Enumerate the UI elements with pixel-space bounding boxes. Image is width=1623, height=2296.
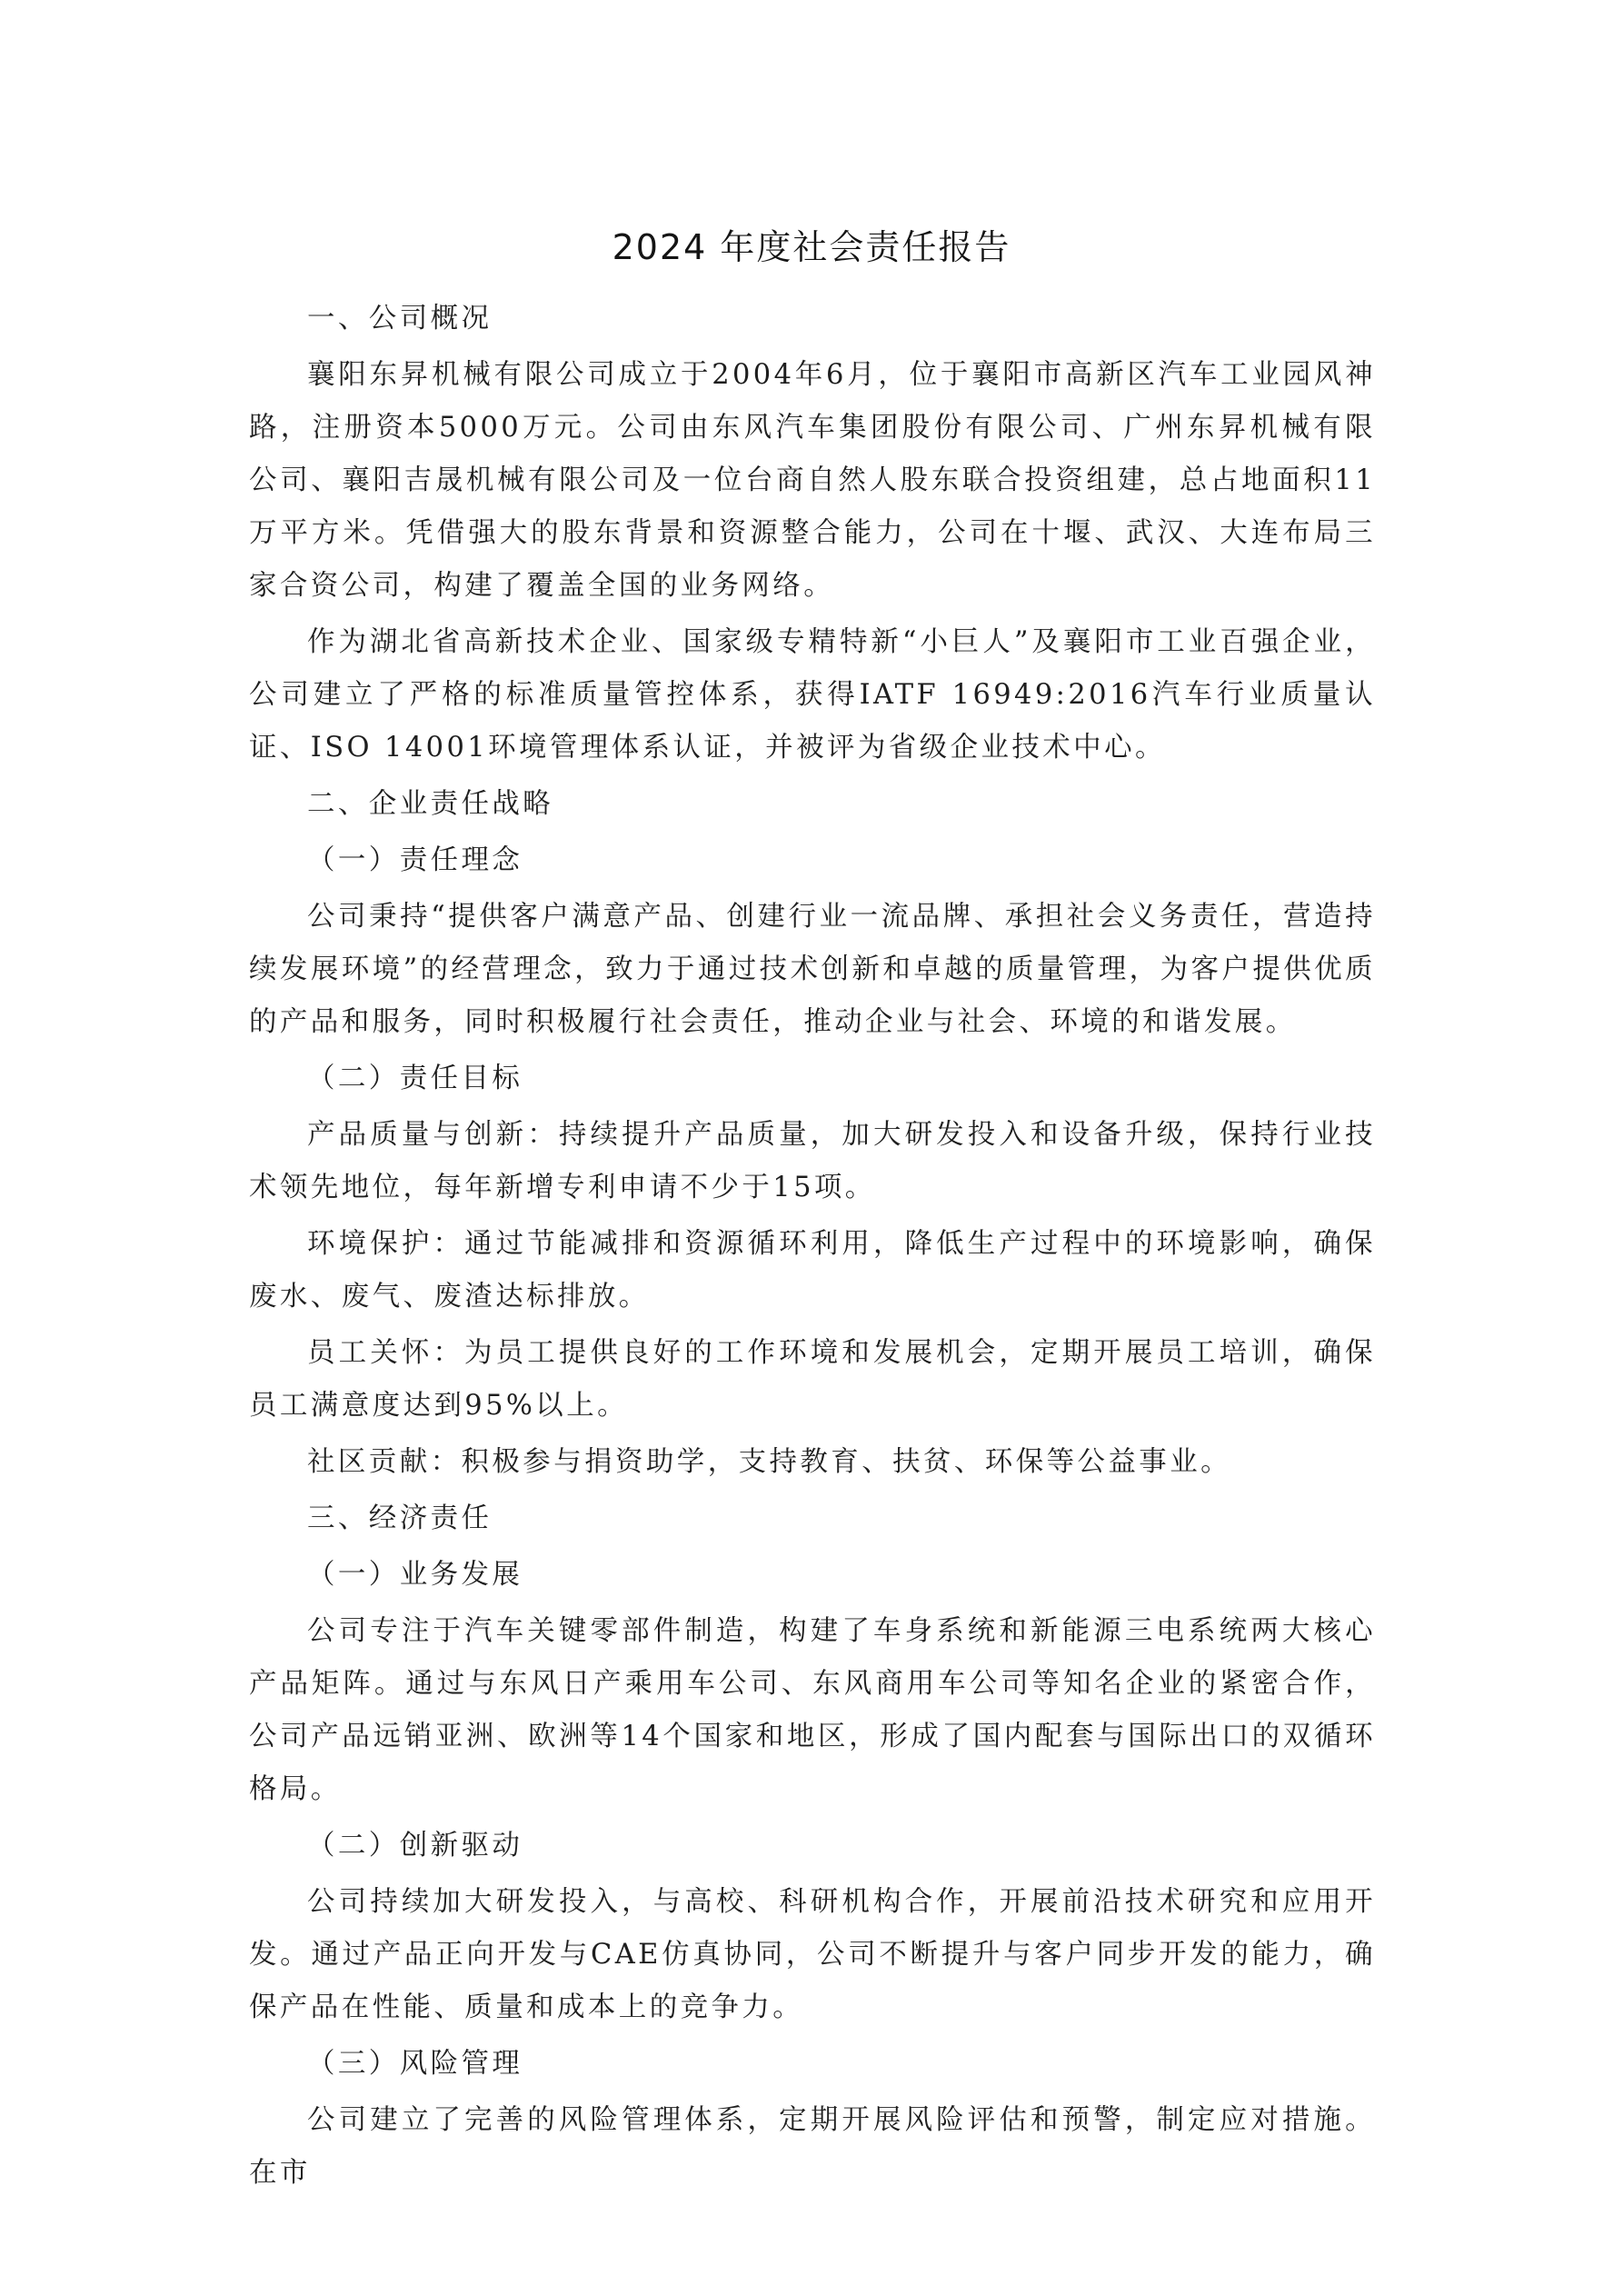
section-heading: 二、企业责任战略 — [307, 788, 554, 820]
paragraph: 公司秉持“提供客户满意产品、创建行业一流品牌、承担社会义务责任，营造持续发展环境”的经营理念，致力于通过技术创新和卓越的质量管理，为客户提供优质的产品和服务，同时积极履行社会责任，推动企业与社会、环境的和谐发展。 — [249, 901, 1376, 1038]
paragraph: 环境保护：通过节能减排和资源循环利用，降低生产过程中的环境影响，确保废水、废气、废渣达标排放。 — [249, 1228, 1376, 1313]
paragraph: 公司持续加大研发投入，与高校、科研机构合作，开展前沿技术研究和应用开发。通过产品正向开发与CAE仿真协同，公司不断提升与客户同步开发的能力，确保产品在性能、质量和成本上的竞争力。 — [249, 1886, 1376, 2023]
page-title: 2024 年度社会责任报告 — [612, 227, 1011, 267]
subsection-heading: （一）业务发展 — [307, 1559, 523, 1591]
document-body — [249, 293, 1376, 2203]
paragraph: 公司专注于汽车关键零部件制造，构建了车身系统和新能源三电系统两大核心产品矩阵。通过与东风日产乘用车公司、东风商用车公司等知名企业的紧密合作，公司产品远销亚洲、欧洲等14个国家和地区，形成了国内配套与国际出口的双循环格局。 — [249, 1615, 1376, 1805]
paragraph: 襄阳东昇机械有限公司成立于2004年6月，位于襄阳市高新区汽车工业园风神路，注册资本5000万元。公司由东风汽车集团股份有限公司、广州东昇机械有限公司、襄阳吉晟机械有限公司及一位台商自然人股东联合投资组建，总占地面积11万平方米。凭借强大的股东背景和资源整合能力，公司在十堰、武汉、大连布局三家合资公司，构建了覆盖全国的业务网络。 — [249, 359, 1376, 602]
subsection-heading: （二）责任目标 — [307, 1063, 523, 1094]
subsection-heading: （一）责任理念 — [307, 844, 523, 876]
paragraph: 作为湖北省高新技术企业、国家级专精特新“小巨人”及襄阳市工业百强企业，公司建立了严格的标准质量管控体系，获得IATF 16949:2016汽车行业质量认证、ISO 14001环境管理体系认证，并被评为省级企业技术中心。 — [249, 626, 1376, 764]
paragraph: 员工关怀：为员工提供良好的工作环境和发展机会，定期开展员工培训，确保员工满意度达到95%以上。 — [249, 1337, 1376, 1422]
section-heading: 三、经济责任 — [307, 1502, 493, 1534]
subsection-heading: （二）创新驱动 — [307, 1830, 523, 1862]
paragraph: 产品质量与创新：持续提升产品质量，加大研发投入和设备升级，保持行业技术领先地位，每年新增专利申请不少于15项。 — [249, 1119, 1376, 1203]
subsection-heading: （三）风险管理 — [307, 2048, 523, 2080]
paragraph: 社区贡献：积极参与捐资助学，支持教育、扶贫、环保等公益事业。 — [307, 1446, 1231, 1478]
section-heading: 一、公司概况 — [307, 303, 493, 334]
paragraph: 公司建立了完善的风险管理体系，定期开展风险评估和预警，制定应对措施。在市 — [249, 2104, 1376, 2189]
